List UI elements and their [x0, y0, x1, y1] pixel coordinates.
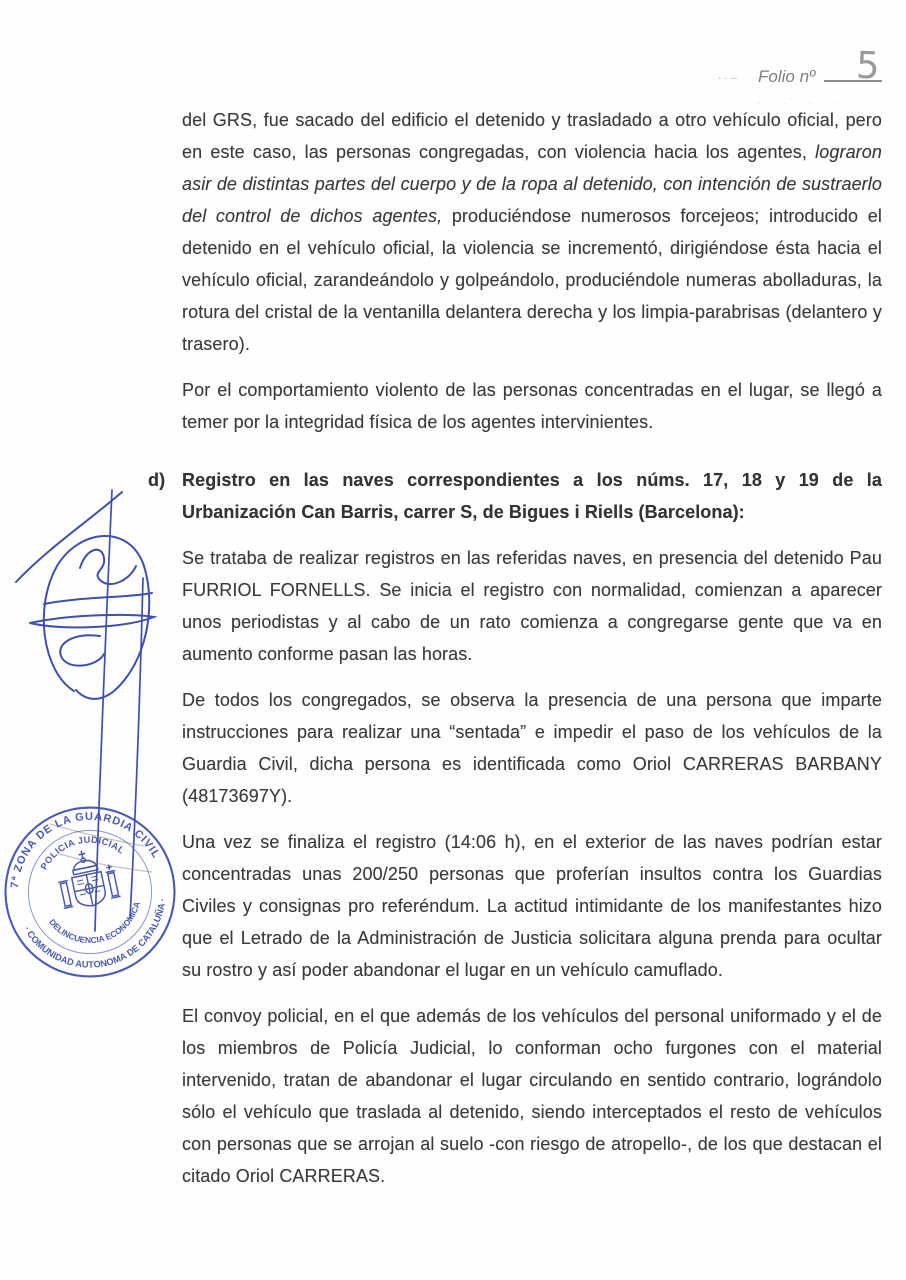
folio-label: Folio nº: [758, 67, 816, 86]
paragraph-text: del GRS, fue sacado del edificio el detenido y trasladado a otro vehículo oficial, pero en este caso, las personas congregadas, con violencia hacia los agentes,: [182, 110, 882, 162]
paragraph-convoy: El convoy policial, en el que además de los vehículos del personal uniformado y el de los miembros de Policía Judicial, lo conforman ocho furgones con el material intervenido, tratan de abandonar el lugar circulando en sentido contrario, lográndolo sólo el vehículo que traslada al detenido, siendo interceptados el resto de vehículos con personas que se arrojan al suelo -con riesgo de atropello-, de los que destacan el citado Oriol CARRERAS.: [182, 1006, 882, 1186]
signature-stroke: [60, 635, 104, 665]
scan-speckles: · · · ·: [757, 96, 846, 110]
paragraph-grs-incident: [182, 104, 882, 360]
signature-stroke: [30, 615, 154, 627]
document-body: [148, 104, 882, 1206]
coat-of-arms: [53, 845, 122, 912]
paragraph-italic-quote: lograron asir de distintas partes del cuerpo y de la ropa al detenido, con intención de sustraerlo del control de dichos agentes,: [182, 142, 882, 226]
folio-underline: [824, 43, 882, 88]
signature-stroke: [16, 492, 122, 582]
section-heading-d: [148, 464, 882, 528]
signature-stroke: [44, 593, 152, 604]
folio-dash-marks: ··–: [717, 70, 740, 85]
stamp-text-inner-bottom: DELINCUENCIA ECONOMICA: [47, 900, 142, 946]
paragraph-text: produciéndose numerosos forcejeos; introducido el detenido en el vehículo oficial, la violencia se incrementó, dirigiéndose ésta hacia el vehículo oficial, zarandeándolo y golpeándolo, produciéndole numeras abolladuras, la rotura del cristal de la ventanilla delantera derecha y los limpia-parabrisas (delantero y trasero).: [182, 206, 882, 354]
folio-line: [717, 43, 882, 88]
stamp-text-outer-bottom: · COMUNIDAD AUTONOMA DE CATALUÑA ·: [22, 897, 168, 970]
stamp-text-inner-top: POLICIA JUDICIAL: [38, 834, 127, 872]
paragraph-fin-registro: Una vez se finaliza el registro (14:06 h), en el exterior de las naves podrían estar concentradas unas 200/250 personas que proferían insultos contra los Guardias Civiles y consignas pro referéndum. La actitud intimidante de los manifestantes hizo que el Letrado de la Administración de Justicia solicitara alguna prenda para ocultar su rostro y así poder abandonar el lugar en un vehículo camuflado.: [182, 832, 882, 980]
folio-number-handwritten: 5: [855, 43, 881, 88]
section-title: Registro en las naves correspondientes a los núms. 17, 18 y 19 de la Urbanización Can Barris, carrer S, de Bigues i Riells (Barcelona):: [182, 470, 882, 522]
paragraph-sentada: De todos los congregados, se observa la presencia de una persona que imparte instrucciones para realizar una “sentada” e impedir el paso de los vehículos de la Guardia Civil, dicha persona es identificada como Oriol CARRERAS BARBANY (48173697Y).: [182, 690, 882, 806]
paragraph-temor-integridad: Por el comportamiento violento de las personas concentradas en el lugar, se llegó a temer por la integridad física de los agentes intervinientes.: [182, 380, 882, 432]
section-marker: d): [148, 470, 166, 490]
pillar-right: [108, 873, 119, 897]
stamp-text-outer-top: 7ª ZONA DE LA GUARDIA CIVIL: [8, 810, 163, 889]
paragraph-se-trataba: Se trataba de realizar registros en las referidas naves, en presencia del detenido Pau FURRIOL FORNELLS. Se inicia el registro con normalidad, comienzan a aparecer unos periodistas y al cabo de un rato comienza a congregarse gente que va en aumento conforme pasan las horas.: [182, 548, 882, 664]
pillar-left: [60, 883, 71, 907]
